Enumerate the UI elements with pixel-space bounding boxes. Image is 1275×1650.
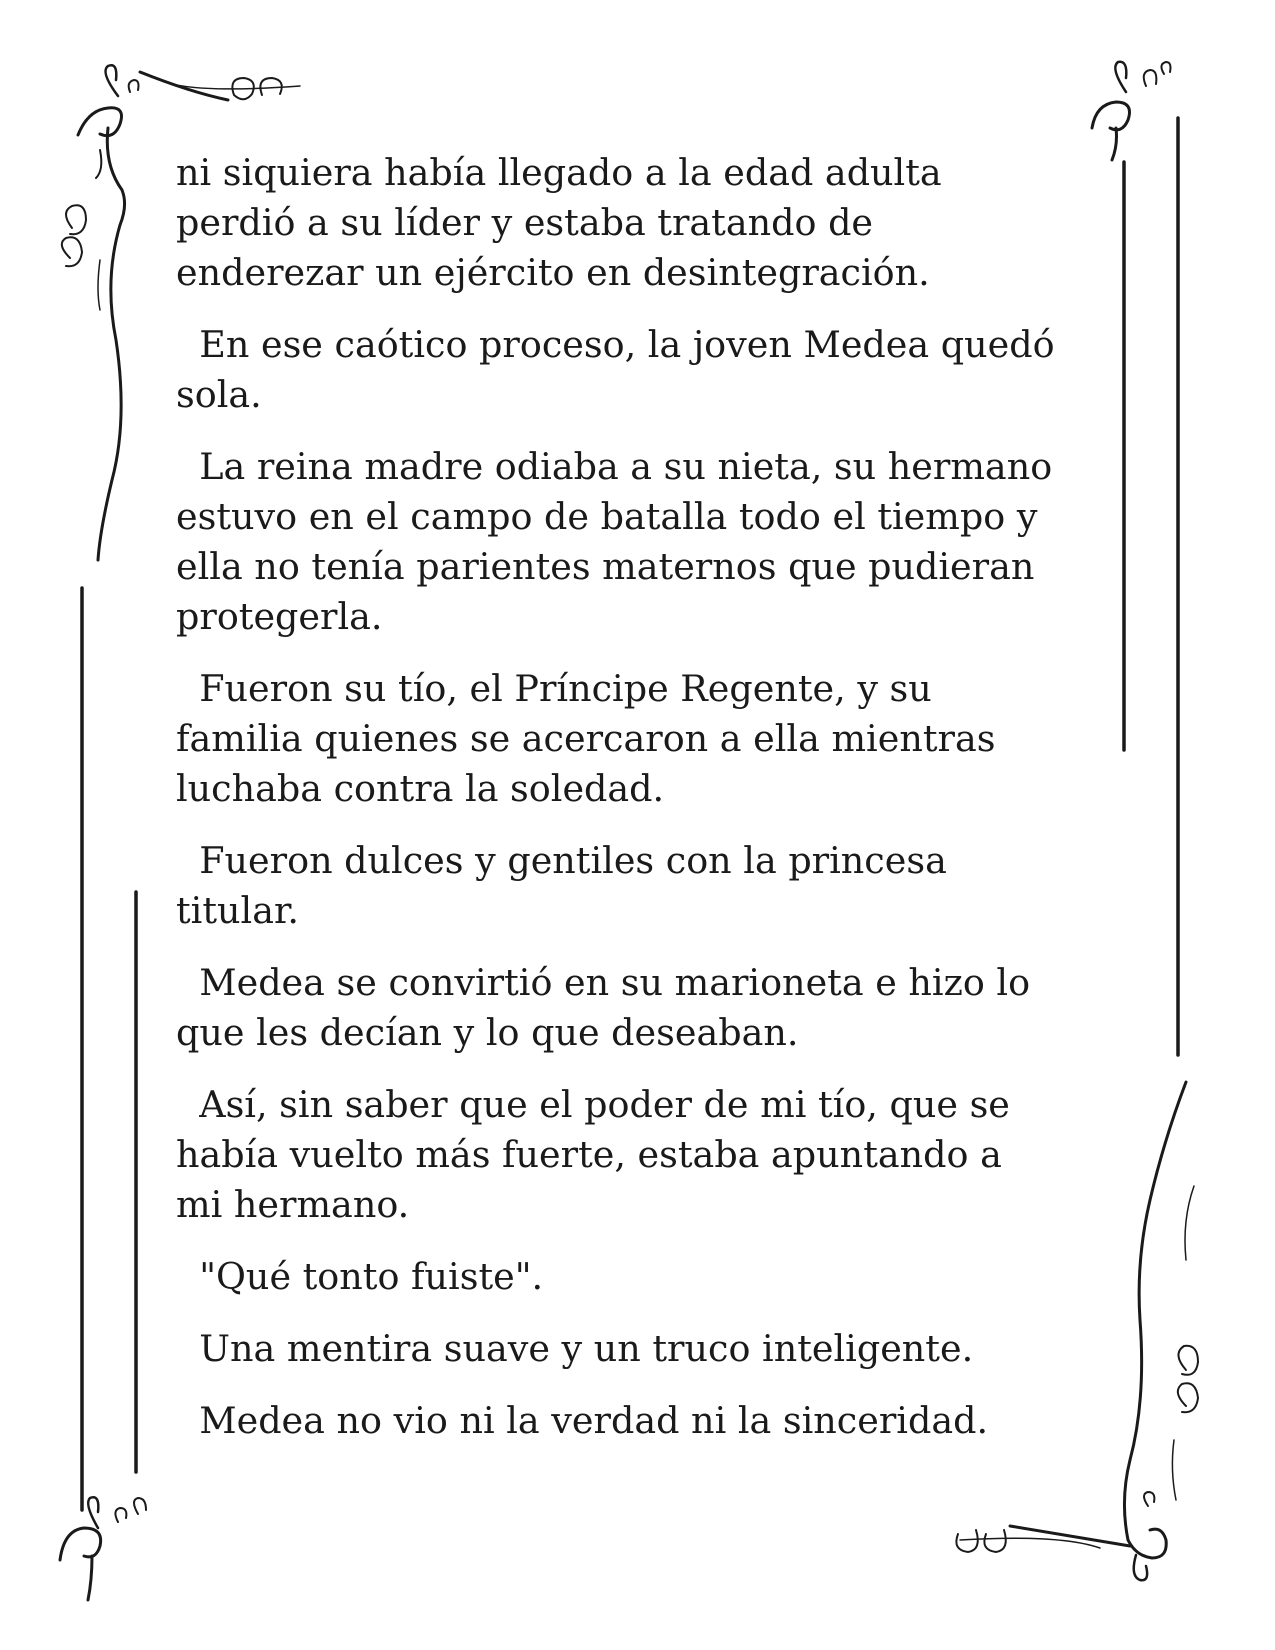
paragraph-7: Así, sin saber que el poder de mi tío, que se había vuelto más fuerte, estaba apuntando a mi hermano.	[176, 1083, 1010, 1226]
paragraph-9: Una mentira suave y un truco inteligente.	[176, 1327, 974, 1370]
paragraph-10: Medea no vio ni la verdad ni la sinceridad.	[176, 1399, 989, 1442]
paragraph-2: En ese caótico proceso, la joven Medea quedó sola.	[176, 323, 1055, 416]
paragraph-3: La reina madre odiaba a su nieta, su hermano estuvo en el campo de batalla todo el tiempo y ella no tenía parientes maternos que pudieran protegerla.	[176, 445, 1053, 638]
paragraph-5: Fueron dulces y gentiles con la princesa titular.	[176, 839, 947, 932]
paragraph-6: Medea se convirtió en su marioneta e hizo lo que les decían y lo que deseaban.	[176, 961, 1031, 1054]
flourish-bottom-left-icon	[60, 1497, 146, 1600]
flourish-top-right-icon	[1092, 62, 1171, 160]
page-body	[176, 148, 1096, 1468]
paragraph-4: Fueron su tío, el Príncipe Regente, y su familia quienes se acercaron a ella mientras luchaba contra la soledad.	[176, 667, 996, 810]
paragraph-8: "Qué tonto fuiste".	[176, 1255, 544, 1298]
paragraph-1: ni siquiera había llegado a la edad adulta perdió a su líder y estaba tratando de enderezar un ejército en desintegración.	[176, 151, 942, 294]
